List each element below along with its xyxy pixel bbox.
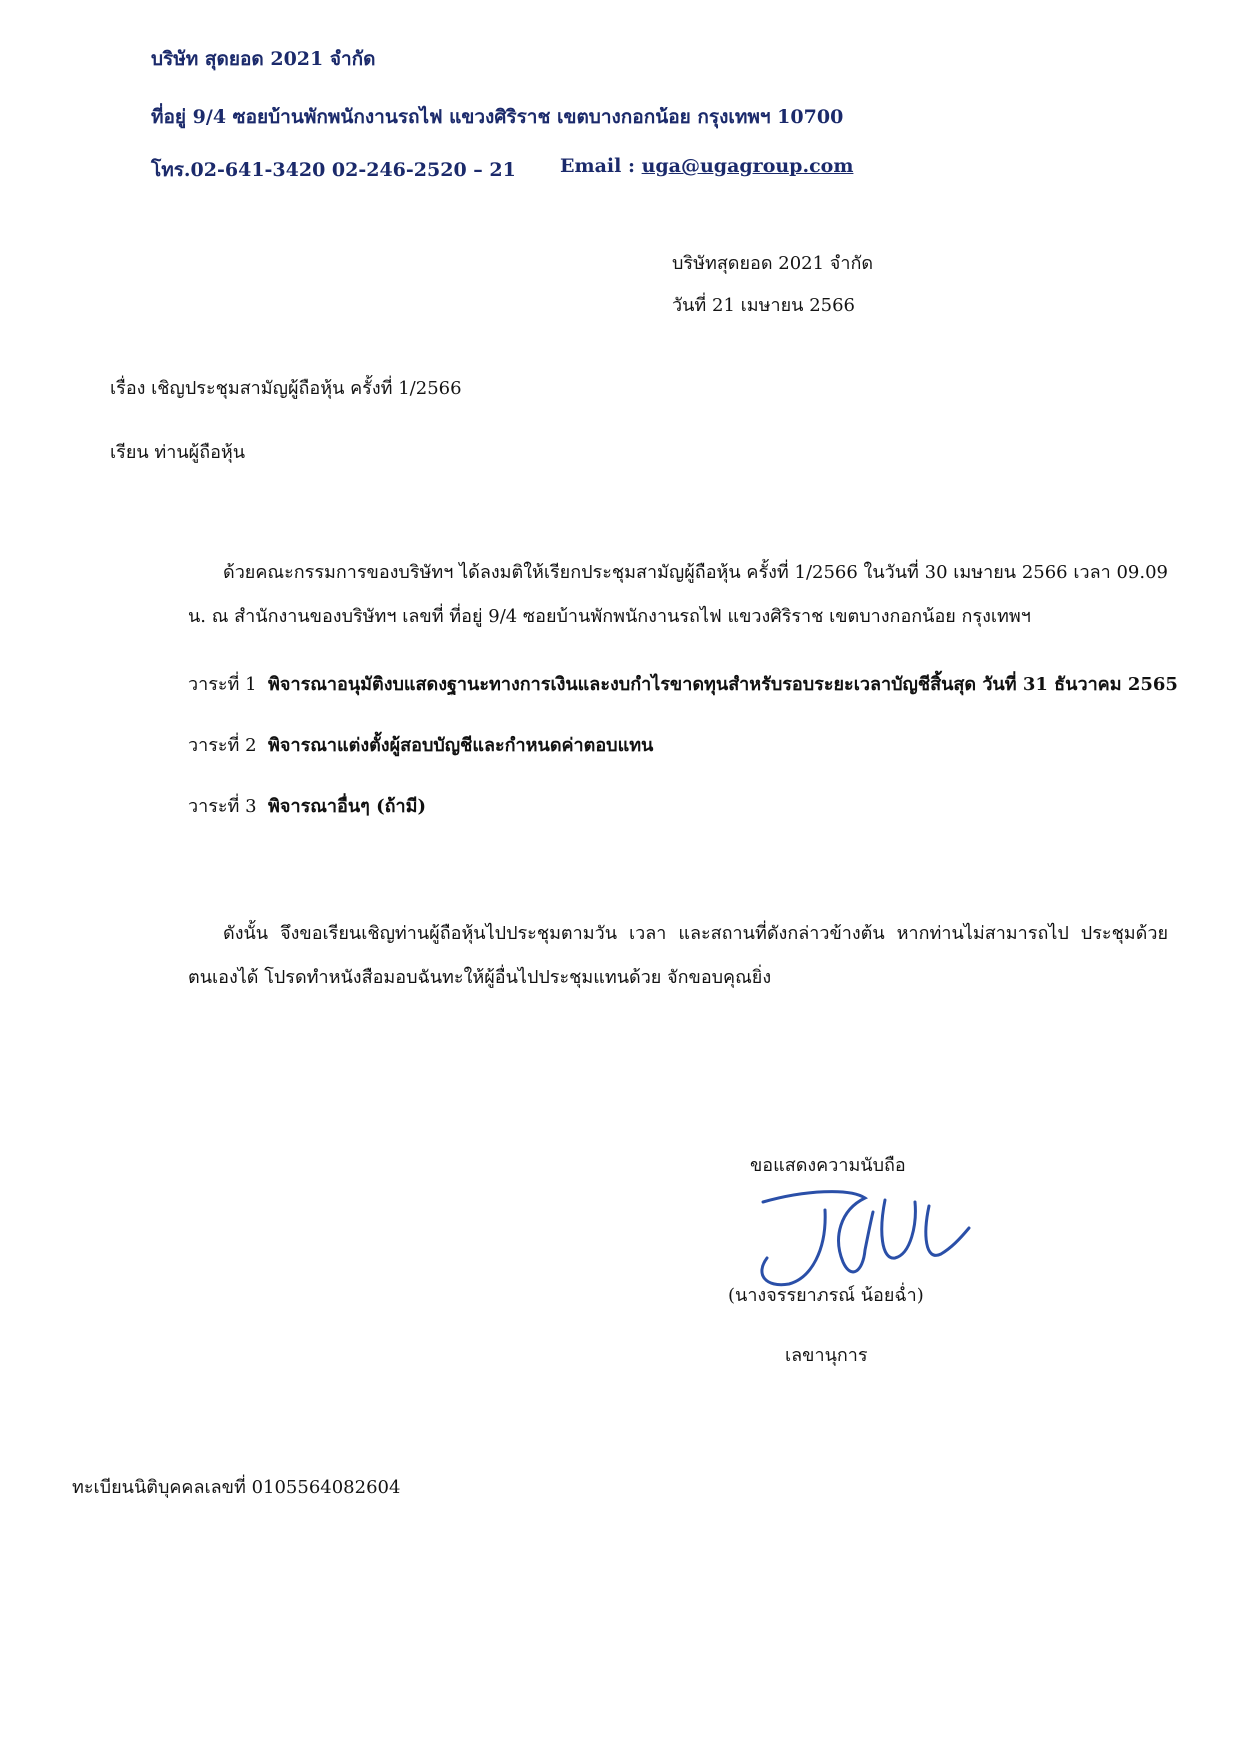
signer-position: เลขานุการ [785, 1345, 868, 1366]
email-link[interactable]: uga@ugagroup.com [641, 155, 854, 177]
email-label: Email : [560, 155, 642, 177]
agenda-label: วาระที่ 2 [188, 735, 257, 756]
agenda-item-2 [188, 730, 653, 759]
registration-number: ทะเบียนนิติบุคคลเลขที่ 0105564082604 [72, 1477, 401, 1498]
handwritten-signature [745, 1180, 975, 1290]
agenda-text: พิจารณาแต่งตั้งผู้สอบบัญชีและกำหนดค่าตอบแทน [268, 735, 654, 756]
intro-paragraph: ด้วยคณะกรรมการของบริษัทฯ ได้ลงมติให้เรียกประชุมสามัญผู้ถือหุ้น ครั้งที่ 1/2566 ในวันที่ 30 เมษายน 2566 เวลา 09.09 น. ณ สำนักงานของบริษัทฯ เลขที่ ที่อยู่ 9/4 ซอยบ้านพักพนักงานรถไฟ แขวงศิริราช เขตบางกอกน้อย กรุงเทพฯ [188, 562, 1168, 627]
sender-company: บริษัทสุดยอด 2021 จำกัด [672, 253, 874, 274]
signer-name: (นางจรรยาภรณ์ น้อยฉ่ำ) [728, 1285, 924, 1306]
company-email [560, 155, 853, 177]
closing-paragraph: ดังนั้น จึงขอเรียนเชิญท่านผู้ถือหุ้นไปประชุมตามวัน เวลา และสถานที่ดังกล่าวข้างต้น หากท่านไม่สามารถไป ประชุมด้วยตนเองได้ โปรดทำหนังสือมอบฉันทะให้ผู้อื่นไปประชุมแทนด้วย จักขอบคุณยิ่ง [188, 923, 1168, 988]
signature-regards: ขอแสดงความนับถือ [750, 1155, 906, 1176]
agenda-text: พิจารณาอนุมัติงบแสดงฐานะทางการเงินและงบกำไรขาดทุนสำหรับรอบระยะเวลาบัญชีสิ้นสุด วันที่ 31 ธันวาคม 2565 [268, 674, 1178, 695]
agenda-label: วาระที่ 1 [188, 674, 257, 695]
company-address: ที่อยู่ 9/4 ซอยบ้านพักพนักงานรถไฟ แขวงศิริราช เขตบางกอกน้อย กรุงเทพฯ 10700 [151, 106, 844, 128]
letter-subject: เรื่อง เชิญประชุมสามัญผู้ถือหุ้น ครั้งที่ 1/2566 [110, 378, 462, 399]
letter-date: วันที่ 21 เมษายน 2566 [672, 295, 855, 316]
agenda-item-3 [188, 791, 426, 820]
letter-salutation: เรียน ท่านผู้ถือหุ้น [110, 442, 246, 463]
company-name: บริษัท สุดยอด 2021 จำกัด [151, 48, 376, 70]
agenda-item-1 [188, 669, 1178, 698]
agenda-label: วาระที่ 3 [188, 796, 257, 817]
company-phone: โทร.02-641-3420 02-246-2520 – 21 [151, 159, 516, 181]
agenda-text: พิจารณาอื่นๆ (ถ้ามี) [268, 796, 426, 817]
